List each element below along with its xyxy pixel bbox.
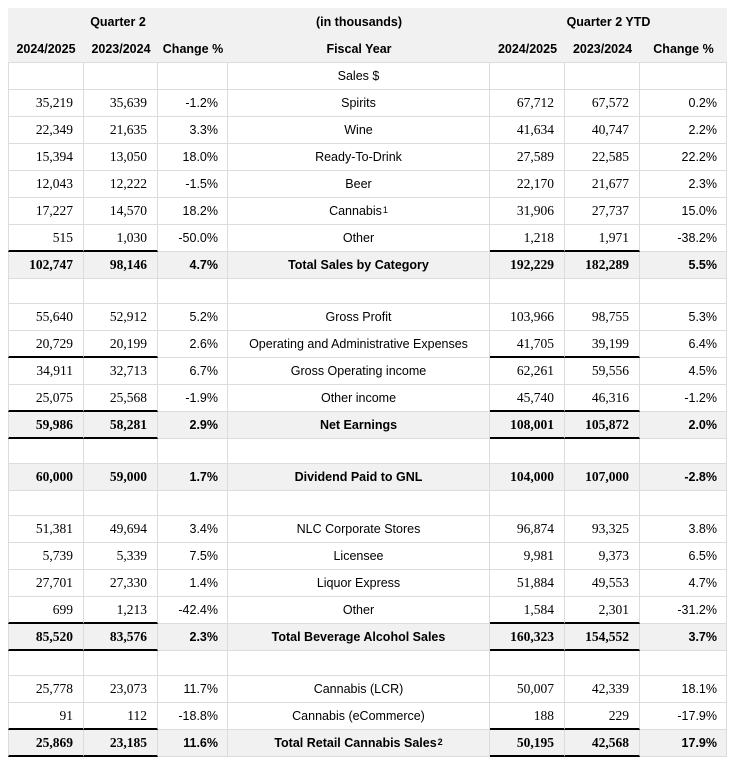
cell-q2-current: 25,778	[8, 676, 84, 703]
cell-q2-current: 60,000	[8, 464, 84, 491]
table-row	[8, 63, 727, 90]
cell-ytd-change: 2.2%	[640, 117, 727, 144]
cell-ytd-change	[640, 279, 727, 304]
table-row	[8, 676, 727, 703]
cell-q2-current: 51,381	[8, 516, 84, 543]
cell-q2-change: -50.0%	[158, 225, 228, 252]
row-label	[228, 279, 490, 304]
cell-q2-change	[158, 439, 228, 464]
ytd-prior-year-header: 2023/2024	[572, 41, 633, 56]
cell-q2-current: 5,739	[8, 543, 84, 570]
spacer-row	[8, 279, 727, 304]
cell-q2-current	[8, 491, 84, 516]
row-label: NLC Corporate Stores	[228, 516, 490, 543]
cell-q2-current: 55,640	[8, 304, 84, 331]
cell-q2-change: 7.5%	[158, 543, 228, 570]
cell-ytd-current: 1,218	[490, 225, 565, 252]
cell-ytd-change	[640, 63, 727, 90]
ytd-current-year-header: 2024/2025	[497, 41, 558, 56]
row-label: Operating and Administrative Expenses	[228, 331, 490, 358]
cell-ytd-prior: 46,316	[565, 385, 640, 412]
cell-q2-prior	[84, 491, 158, 516]
cell-q2-prior: 112	[84, 703, 158, 730]
cell-q2-current: 102,747	[8, 252, 84, 279]
cell-ytd-current	[490, 651, 565, 676]
cell-q2-current: 25,869	[8, 730, 84, 757]
cell-ytd-current: 62,261	[490, 358, 565, 385]
cell-q2-change: -1.9%	[158, 385, 228, 412]
q2-prior-year-header: 2023/2024	[91, 41, 151, 56]
cell-q2-current	[8, 651, 84, 676]
cell-q2-change: 11.6%	[158, 730, 228, 757]
cell-q2-current: 59,986	[8, 412, 84, 439]
row-label: Total Retail Cannabis Sales $^2$	[228, 730, 490, 757]
cell-ytd-prior	[565, 279, 640, 304]
quarter2-group-header: Quarter 2	[90, 14, 146, 29]
row-label: Other income	[228, 385, 490, 412]
table-row	[8, 358, 727, 385]
cell-ytd-prior: 22,585	[565, 144, 640, 171]
cell-q2-current	[8, 439, 84, 464]
cell-ytd-current: 160,323	[490, 624, 565, 651]
q2-change-header: Change %	[162, 41, 224, 56]
cell-ytd-prior: 49,553	[565, 570, 640, 597]
cell-q2-current: 22,349	[8, 117, 84, 144]
row-label: Cannabis (eCommerce)	[228, 703, 490, 730]
table-row	[8, 252, 727, 279]
cell-q2-prior: 1,030	[84, 225, 158, 252]
cell-q2-current: 15,394	[8, 144, 84, 171]
cell-ytd-prior: 107,000	[565, 464, 640, 491]
cell-q2-prior: 35,639	[84, 90, 158, 117]
cell-q2-change: 6.7%	[158, 358, 228, 385]
cell-q2-prior: 12,222	[84, 171, 158, 198]
row-label	[228, 651, 490, 676]
cell-q2-change: -18.8%	[158, 703, 228, 730]
cell-ytd-current: 50,195	[490, 730, 565, 757]
cell-ytd-current: 41,634	[490, 117, 565, 144]
cell-ytd-change: 2.3%	[640, 171, 727, 198]
cell-ytd-change: 0.2%	[640, 90, 727, 117]
cell-ytd-prior: 1,971	[565, 225, 640, 252]
cell-ytd-current	[490, 63, 565, 90]
row-label	[228, 439, 490, 464]
cell-ytd-current: 104,000	[490, 464, 565, 491]
cell-ytd-change: -31.2%	[640, 597, 727, 624]
cell-ytd-current: 1,584	[490, 597, 565, 624]
row-label: Beer	[228, 171, 490, 198]
cell-ytd-prior	[565, 63, 640, 90]
cell-ytd-change: 5.5%	[640, 252, 727, 279]
row-label: Cannabis $^1$	[228, 198, 490, 225]
table-row	[8, 171, 727, 198]
cell-ytd-prior: 42,568	[565, 730, 640, 757]
cell-q2-change: 18.2%	[158, 198, 228, 225]
cell-q2-prior: 27,330	[84, 570, 158, 597]
cell-ytd-change	[640, 651, 727, 676]
cell-q2-change: 11.7%	[158, 676, 228, 703]
cell-ytd-change: -38.2%	[640, 225, 727, 252]
cell-ytd-prior	[565, 491, 640, 516]
cell-ytd-change: -17.9%	[640, 703, 727, 730]
cell-q2-change: 4.7%	[158, 252, 228, 279]
cell-q2-prior: 49,694	[84, 516, 158, 543]
quarterly-financial-report-table	[8, 8, 727, 757]
cell-q2-change: 18.0%	[158, 144, 228, 171]
cell-q2-prior	[84, 279, 158, 304]
cell-ytd-change: 5.3%	[640, 304, 727, 331]
cell-ytd-current: 50,007	[490, 676, 565, 703]
cell-ytd-prior: 229	[565, 703, 640, 730]
table-row	[8, 90, 727, 117]
cell-q2-change	[158, 279, 228, 304]
cell-q2-change	[158, 63, 228, 90]
units-label: (in thousands)	[315, 14, 403, 29]
row-label: Ready-To-Drink	[228, 144, 490, 171]
cell-q2-prior: 59,000	[84, 464, 158, 491]
cell-q2-prior: 13,050	[84, 144, 158, 171]
cell-ytd-change	[640, 439, 727, 464]
table-row	[8, 225, 727, 252]
cell-ytd-change: -2.8%	[640, 464, 727, 491]
cell-q2-change: -42.4%	[158, 597, 228, 624]
cell-q2-current: 35,219	[8, 90, 84, 117]
cell-ytd-prior: 154,552	[565, 624, 640, 651]
row-label	[228, 491, 490, 516]
ytd-change-header: Change %	[653, 41, 714, 56]
cell-q2-current: 34,911	[8, 358, 84, 385]
cell-ytd-change: 6.4%	[640, 331, 727, 358]
row-label: Other	[228, 225, 490, 252]
cell-ytd-current	[490, 279, 565, 304]
fiscal-year-header: Fiscal Year	[326, 41, 392, 56]
cell-ytd-current: 108,001	[490, 412, 565, 439]
table-row	[8, 412, 727, 439]
table-row	[8, 703, 727, 730]
table-row	[8, 304, 727, 331]
row-label: Sales $	[228, 63, 490, 90]
q2-current-year-header: 2024/2025	[16, 41, 76, 56]
cell-q2-prior: 14,570	[84, 198, 158, 225]
table-row	[8, 331, 727, 358]
cell-ytd-change: 4.5%	[640, 358, 727, 385]
cell-ytd-prior: 98,755	[565, 304, 640, 331]
cell-q2-change: 3.3%	[158, 117, 228, 144]
table-row	[8, 385, 727, 412]
cell-q2-change	[158, 491, 228, 516]
cell-ytd-prior: 9,373	[565, 543, 640, 570]
cell-q2-prior: 25,568	[84, 385, 158, 412]
cell-q2-prior: 52,912	[84, 304, 158, 331]
cell-ytd-prior: 40,747	[565, 117, 640, 144]
cell-ytd-change: 18.1%	[640, 676, 727, 703]
cell-q2-current: 515	[8, 225, 84, 252]
cell-ytd-prior: 2,301	[565, 597, 640, 624]
cell-ytd-current: 22,170	[490, 171, 565, 198]
cell-q2-current: 27,701	[8, 570, 84, 597]
cell-q2-current: 20,729	[8, 331, 84, 358]
cell-ytd-prior: 67,572	[565, 90, 640, 117]
row-label: Net Earnings	[228, 412, 490, 439]
cell-ytd-prior: 39,199	[565, 331, 640, 358]
table-group-header-row	[8, 8, 727, 35]
table-row	[8, 198, 727, 225]
row-label: Total Beverage Alcohol Sales	[228, 624, 490, 651]
row-label: Gross Operating income	[228, 358, 490, 385]
cell-ytd-change: -1.2%	[640, 385, 727, 412]
cell-ytd-current: 51,884	[490, 570, 565, 597]
table-column-header-row	[8, 35, 727, 62]
cell-ytd-change	[640, 491, 727, 516]
cell-ytd-prior: 59,556	[565, 358, 640, 385]
row-label: Cannabis (LCR)	[228, 676, 490, 703]
spacer-row	[8, 439, 727, 464]
row-label: Gross Profit	[228, 304, 490, 331]
cell-ytd-prior: 105,872	[565, 412, 640, 439]
cell-q2-change: 5.2%	[158, 304, 228, 331]
cell-q2-prior: 83,576	[84, 624, 158, 651]
cell-q2-change	[158, 651, 228, 676]
cell-ytd-prior: 21,677	[565, 171, 640, 198]
cell-q2-current	[8, 279, 84, 304]
cell-ytd-prior: 27,737	[565, 198, 640, 225]
cell-q2-change: -1.2%	[158, 90, 228, 117]
cell-q2-current	[8, 63, 84, 90]
row-label: Licensee	[228, 543, 490, 570]
cell-ytd-current: 9,981	[490, 543, 565, 570]
cell-ytd-current	[490, 491, 565, 516]
cell-q2-prior	[84, 651, 158, 676]
cell-q2-change: 1.7%	[158, 464, 228, 491]
cell-ytd-change: 6.5%	[640, 543, 727, 570]
table-row	[8, 117, 727, 144]
cell-ytd-current: 27,589	[490, 144, 565, 171]
cell-ytd-change: 22.2%	[640, 144, 727, 171]
cell-ytd-prior: 182,289	[565, 252, 640, 279]
cell-q2-current: 12,043	[8, 171, 84, 198]
cell-ytd-current: 103,966	[490, 304, 565, 331]
row-label: Liquor Express	[228, 570, 490, 597]
cell-q2-prior: 98,146	[84, 252, 158, 279]
row-label: Wine	[228, 117, 490, 144]
cell-ytd-current: 96,874	[490, 516, 565, 543]
cell-q2-change: 2.6%	[158, 331, 228, 358]
cell-ytd-change: 4.7%	[640, 570, 727, 597]
cell-ytd-current: 188	[490, 703, 565, 730]
cell-ytd-current: 192,229	[490, 252, 565, 279]
cell-q2-change: 2.3%	[158, 624, 228, 651]
cell-ytd-current: 45,740	[490, 385, 565, 412]
cell-q2-prior: 5,339	[84, 543, 158, 570]
cell-ytd-current: 41,705	[490, 331, 565, 358]
row-label: Other	[228, 597, 490, 624]
cell-q2-prior: 20,199	[84, 331, 158, 358]
row-label: Dividend Paid to GNL	[228, 464, 490, 491]
cell-ytd-change: 15.0%	[640, 198, 727, 225]
cell-ytd-prior: 93,325	[565, 516, 640, 543]
quarter2-ytd-group-header: Quarter 2 YTD	[566, 14, 651, 29]
cell-ytd-change: 3.8%	[640, 516, 727, 543]
table-row	[8, 144, 727, 171]
cell-ytd-prior	[565, 651, 640, 676]
cell-q2-prior: 21,635	[84, 117, 158, 144]
cell-q2-change: 1.4%	[158, 570, 228, 597]
cell-ytd-current	[490, 439, 565, 464]
cell-q2-prior: 32,713	[84, 358, 158, 385]
cell-ytd-prior: 42,339	[565, 676, 640, 703]
cell-ytd-change: 3.7%	[640, 624, 727, 651]
cell-q2-prior: 1,213	[84, 597, 158, 624]
cell-q2-change: -1.5%	[158, 171, 228, 198]
table-row	[8, 570, 727, 597]
row-label: Spirits	[228, 90, 490, 117]
cell-q2-prior	[84, 439, 158, 464]
cell-q2-current: 91	[8, 703, 84, 730]
cell-q2-current: 25,075	[8, 385, 84, 412]
table-row	[8, 624, 727, 651]
table-row	[8, 516, 727, 543]
table-row	[8, 543, 727, 570]
table-row	[8, 464, 727, 491]
cell-q2-current: 699	[8, 597, 84, 624]
table-row	[8, 597, 727, 624]
cell-ytd-current: 31,906	[490, 198, 565, 225]
cell-ytd-change: 17.9%	[640, 730, 727, 757]
table-row	[8, 730, 727, 757]
cell-q2-prior: 23,073	[84, 676, 158, 703]
cell-q2-prior: 23,185	[84, 730, 158, 757]
cell-q2-current: 17,227	[8, 198, 84, 225]
spacer-row	[8, 651, 727, 676]
cell-q2-current: 85,520	[8, 624, 84, 651]
spacer-row	[8, 491, 727, 516]
table-body	[8, 62, 727, 757]
cell-q2-prior: 58,281	[84, 412, 158, 439]
cell-q2-change: 2.9%	[158, 412, 228, 439]
row-label: Total Sales by Category	[228, 252, 490, 279]
cell-q2-prior	[84, 63, 158, 90]
cell-q2-change: 3.4%	[158, 516, 228, 543]
cell-ytd-change: 2.0%	[640, 412, 727, 439]
cell-ytd-prior	[565, 439, 640, 464]
cell-ytd-current: 67,712	[490, 90, 565, 117]
